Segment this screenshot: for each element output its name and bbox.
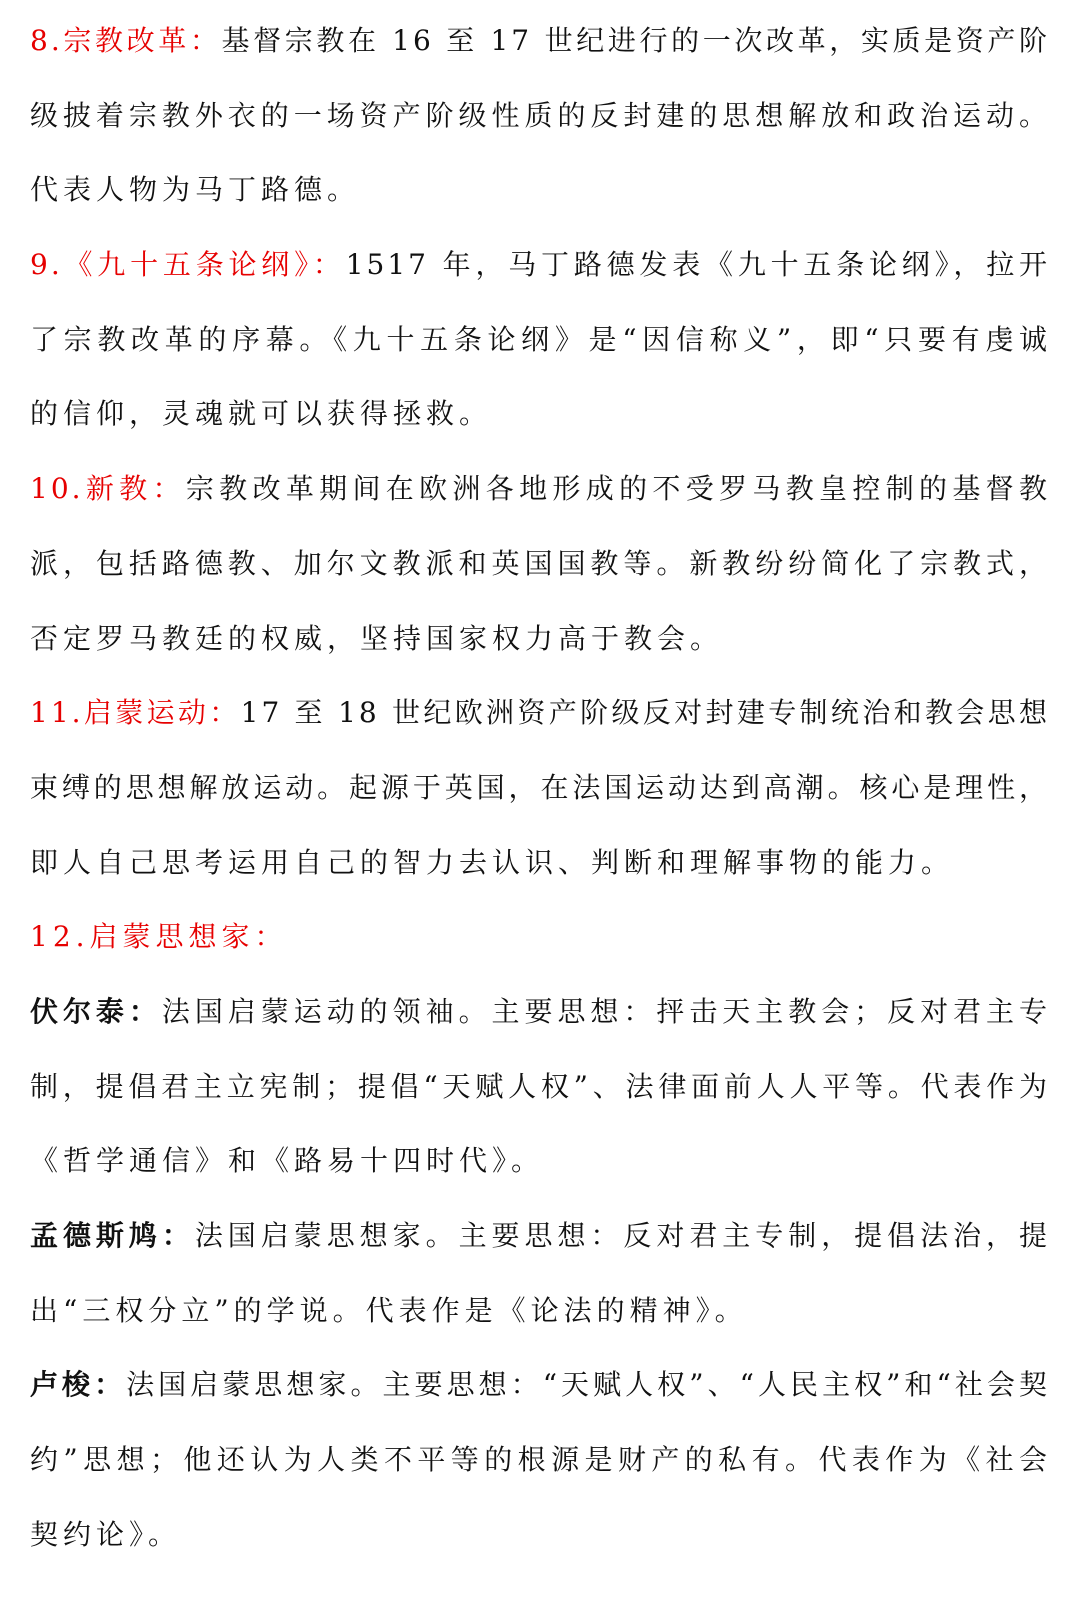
entry-9-line-2: 了宗教改革的序幕。《九十五条论纲》是“因信称义”，即“只要有虔诚	[30, 322, 1050, 356]
entry-8-line-3: 代表人物为马丁路德。	[30, 173, 361, 207]
entry-10-heading: 10.新教：	[30, 472, 186, 506]
thinker-rousseau-text: 法国启蒙思想家。主要思想：“天赋人权”、“人民主权”和“社会契	[126, 1368, 1050, 1402]
thinker-rousseau-line-1	[30, 1348, 1050, 1423]
thinker-montesquieu-name: 孟德斯鸠：	[30, 1219, 195, 1252]
thinker-voltaire-name: 伏尔泰：	[30, 994, 162, 1028]
thinker-rousseau-name: 卢梭：	[30, 1368, 127, 1402]
entry-11-heading: 11.启蒙运动：	[30, 696, 241, 730]
thinker-voltaire-line-2: 制，提倡君主立宪制；提倡“天赋人权”、法律面前人人平等。代表作为	[30, 1069, 1050, 1103]
entry-11-line-3: 即人自己思考运用自己的智力去认识、判断和理解事物的能力。	[30, 845, 955, 879]
entry-8-line-2: 级披着宗教外衣的一场资产阶级性质的反封建的思想解放和政治运动。	[30, 98, 1050, 132]
entry-10-line-3: 否定罗马教廷的权威，坚持国家权力高于教会。	[30, 621, 724, 655]
entry-8-text: 基督宗教在 16 至 17 世纪进行的一次改革，实质是资产阶	[221, 24, 1050, 57]
entry-10-text: 宗教改革期间在欧洲各地形成的不受罗马教皇控制的基督教	[185, 472, 1050, 506]
entry-11-line-2: 束缚的思想解放运动。起源于英国，在法国运动达到高潮。核心是理性，	[30, 770, 1050, 804]
entry-12-line-1	[30, 900, 1050, 975]
thinker-rousseau-line-2: 约”思想；他还认为人类不平等的根源是财产的私有。代表作为《社会	[30, 1443, 1050, 1477]
entry-9-text: 1517 年，马丁路德发表《九十五条论纲》，拉开	[345, 248, 1050, 282]
entry-12-heading: 12.启蒙思想家：	[30, 920, 288, 954]
thinker-montesquieu-text: 法国启蒙思想家。主要思想：反对君主专制，提倡法治，提	[194, 1219, 1050, 1252]
thinker-voltaire-line-3: 《哲学通信》和《路易十四时代》。	[30, 1144, 545, 1178]
thinker-rousseau-line-3: 契约论》。	[30, 1517, 182, 1551]
entry-10-line-2: 派，包括路德教、加尔文教派和英国国教等。新教纷纷简化了宗教式，	[30, 546, 1050, 580]
entry-8-line-1	[30, 4, 1050, 79]
entry-9-line-3: 的信仰，灵魂就可以获得拯救。	[30, 397, 493, 431]
thinker-montesquieu-line-1	[30, 1199, 1050, 1274]
thinker-voltaire-text: 法国启蒙运动的领袖。主要思想：抨击天主教会；反对君主专	[161, 994, 1050, 1028]
entry-11-line-1	[30, 676, 1050, 751]
entry-10-line-1	[30, 452, 1050, 527]
thinker-voltaire-line-1	[30, 975, 1050, 1050]
entry-8-heading: 8.宗教改革：	[30, 24, 222, 57]
thinker-montesquieu-line-2: 出“三权分立”的学说。代表作是《论法的精神》。	[30, 1293, 748, 1327]
entry-11-text: 17 至 18 世纪欧洲资产阶级反对封建专制统治和教会思想	[240, 696, 1050, 730]
entry-9-line-1	[30, 228, 1050, 303]
entry-9-heading: 9.《九十五条论纲》：	[30, 248, 346, 282]
